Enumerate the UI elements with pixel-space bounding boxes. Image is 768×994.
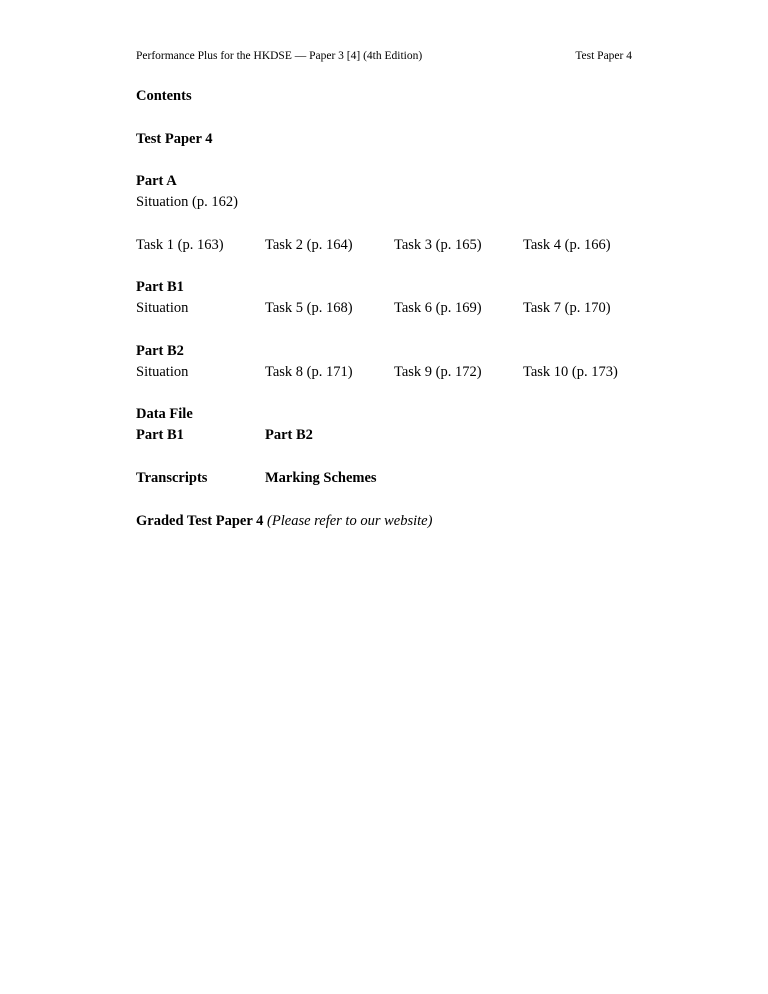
data-file-part-b1-link[interactable]: Part B1	[136, 427, 184, 443]
data-file-heading: Data File	[136, 406, 193, 422]
transcripts-link[interactable]: Transcripts	[136, 470, 208, 486]
part-a-heading: Part A	[136, 173, 177, 189]
test-paper-heading: Test Paper 4	[136, 131, 213, 147]
marking-schemes-link[interactable]: Marking Schemes	[265, 470, 377, 486]
data-file-part-b2-link[interactable]: Part B2	[265, 427, 313, 443]
graded-test-paper-link[interactable]: Graded Test Paper 4	[136, 513, 264, 529]
part-b2-heading: Part B2	[136, 343, 184, 359]
contents-heading: Contents	[136, 88, 192, 104]
task-8-link[interactable]: Task 8 (p. 171)	[265, 364, 353, 380]
page-label: Test Paper 4	[575, 50, 632, 62]
task-5-link[interactable]: Task 5 (p. 168)	[265, 300, 353, 316]
part-a-situation-link[interactable]: Situation (p. 162)	[136, 194, 238, 210]
task-7-link[interactable]: Task 7 (p. 170)	[523, 300, 611, 316]
part-b1-heading: Part B1	[136, 279, 184, 295]
task-3-link[interactable]: Task 3 (p. 165)	[394, 237, 482, 253]
book-title: Performance Plus for the HKDSE — Paper 3 [4] (4th Edition)	[136, 50, 423, 62]
task-6-link[interactable]: Task 6 (p. 169)	[394, 300, 482, 316]
page-header	[136, 50, 632, 62]
task-10-link[interactable]: Task 10 (p. 173)	[523, 364, 618, 380]
task-9-link[interactable]: Task 9 (p. 172)	[394, 364, 482, 380]
task-1-link[interactable]: Task 1 (p. 163)	[136, 237, 224, 253]
task-2-link[interactable]: Task 2 (p. 164)	[265, 237, 353, 253]
part-b2-situation-link[interactable]: Situation	[136, 364, 189, 380]
task-4-link[interactable]: Task 4 (p. 166)	[523, 237, 611, 253]
graded-test-paper-line	[136, 513, 432, 530]
part-b1-situation-link[interactable]: Situation	[136, 300, 189, 316]
graded-note: (Please refer to our website)	[267, 513, 433, 529]
